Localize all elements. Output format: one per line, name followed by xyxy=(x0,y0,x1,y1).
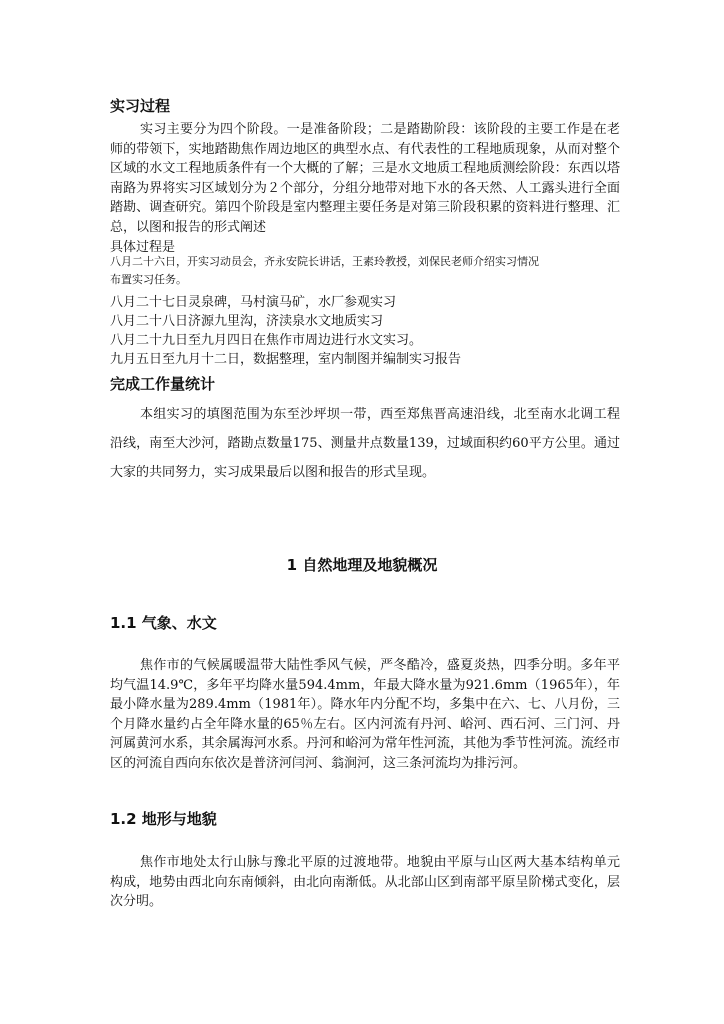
schedule-item-1: 八月二十七日灵泉碑，马村演马矿，水厂参观实习 xyxy=(110,295,397,310)
schedule-item-2: 八月二十八日济源九里沟，济渎泉水文地质实习 xyxy=(110,314,384,329)
chapter-title: 1 自然地理及地貌概况 xyxy=(286,556,438,574)
schedule-item-3: 八月二十九日至九月四日在焦作市周边进行水文实习。 xyxy=(110,333,423,348)
schedule-item-small-1: 八月二十六日，开实习动员会，齐永安院长讲话，王素玲教授，刘保民老师介绍实习情况 xyxy=(110,255,539,268)
detail-intro: 具体过程是 xyxy=(110,240,176,255)
process-paragraph: 实习主要分为四个阶段。一是准备阶段；二是踏勘阶段：该阶段的主要工作是在老师的带领下，实地踏勘焦作周边地区的典型水点、有代表性的工程地质现象，从而对整个区域的水文工程地质条件有一个大概的了解；三是水文地质工程地质测绘阶段：东西以塔南路为界将实习区域划分为２个部分，分组分地带对地下水的各天然、人工露头进行全面踏勘、调查研究。第四个阶段是室内整理主要任务是对第三阶段积累的资料进行整理、汇总，以图和报告的形式阐述 xyxy=(110,122,620,235)
process-heading: 实习过程 xyxy=(110,97,171,115)
section-1-2-paragraph: 焦作市地处太行山脉与豫北平原的过渡地带。地貌由平原与山区两大基本结构单元构成，地势由西北向东南倾斜，由北向南渐低。从北部山区到南部平原呈阶梯式变化，层次分明。 xyxy=(110,855,620,909)
schedule-item-small-2: 布置实习任务。 xyxy=(110,273,187,286)
section-1-1-title: 1.1 气象、水文 xyxy=(110,614,217,632)
section-1-2-title: 1.2 地形与地貌 xyxy=(110,810,217,828)
workload-paragraph: 本组实习的填图范围为东至沙坪坝一带，西至郑焦晋高速沿线，北至南水北调工程沿线，南至大沙河，踏勘点数量175、测量井点数量139，过域面积约60平方公里。通过大家的共同努力，实习成果最后以图和报告的形式呈现。 xyxy=(110,407,620,480)
schedule-item-4: 九月五日至九月十二日，数据整理，室内制图并编制实习报告 xyxy=(110,352,462,367)
section-1-1-paragraph: 焦作市的气候属暖温带大陆性季风气候，严冬酷冷，盛夏炎热，四季分明。多年平均气温14.9℃，多年平均降水量594.4mm，年最大降水量为921.6mm（1965年），年最小降水量为289.4mm（1981年）。降水年内分配不均，多集中在六、七、八月份，三个月降水量约占全年降水量的65％左右。区内河流有丹河、峪河、西石河、三门河、丹河属黄河水系，其余属海河水系。丹河和峪河为常年性河流，其他为季节性河流。流经市区的河流自西向东依次是普济河闫河、翁涧河，这三条河流均为排污河。 xyxy=(110,658,620,771)
workload-heading: 完成工作量统计 xyxy=(110,375,216,393)
